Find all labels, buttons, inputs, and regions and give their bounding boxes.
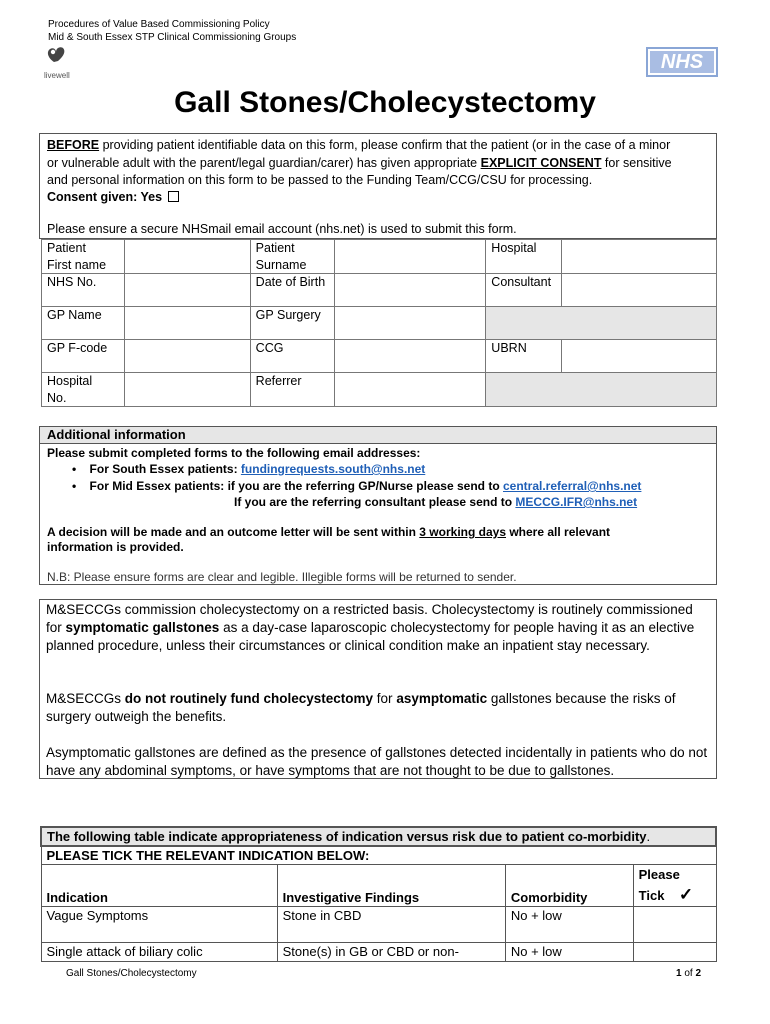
- footer-title: Gall Stones/Cholecystectomy: [66, 968, 197, 979]
- mid-essex-line: • For Mid Essex patients: if you are the referring GP/Nurse please send to central.referral@nhs.net: [72, 479, 642, 493]
- grey-cell: [486, 373, 717, 407]
- row2-comorbidity: No + low: [505, 943, 633, 962]
- gp-name-label: GP Name: [42, 307, 125, 340]
- dob-label: Date of Birth: [250, 274, 334, 307]
- mid-gp-email-link[interactable]: central.referral@nhs.net: [503, 479, 642, 493]
- gp-name-field[interactable]: [124, 307, 250, 340]
- consultant-field[interactable]: [562, 274, 717, 307]
- row1-findings: Stone in CBD: [277, 907, 505, 943]
- nhs-logo-text: NHS: [650, 51, 714, 73]
- consent-checkbox[interactable]: [168, 191, 179, 202]
- header-findings: Investigative Findings: [277, 865, 505, 907]
- page-title: Gall Stones/Cholecystectomy: [174, 86, 596, 119]
- hospital-no-label: Hospital No.: [42, 373, 125, 407]
- consent-line3: and personal information on this form to be passed to the Funding Team/CCG/CSU for processing.: [47, 173, 593, 187]
- row2-findings: Stone(s) in GB or CBD or non-: [277, 943, 505, 962]
- dob-field[interactable]: [334, 274, 486, 307]
- policy-header-line1: Procedures of Value Based Commissioning Policy: [48, 19, 270, 30]
- additional-info-heading: Additional information: [47, 427, 186, 442]
- policy-paragraph-3: Asymptomatic gallstones are defined as the presence of gallstones detected incidentally in patients who do not have any abdominal symptoms, or have symptoms that are not thought to be due to gallstones.: [46, 745, 708, 778]
- nhs-logo: [646, 47, 718, 77]
- decision-line1: A decision will be made and an outcome letter will be sent within 3 working days where all relevant: [47, 525, 611, 539]
- gp-fcode-field[interactable]: [124, 340, 250, 373]
- referrer-field[interactable]: [334, 373, 486, 407]
- south-email-link[interactable]: fundingrequests.south@nhs.net: [240, 462, 426, 476]
- ccg-label: CCG: [250, 340, 334, 373]
- policy-header-line2: Mid & South Essex STP Clinical Commissioning Groups: [48, 32, 297, 43]
- gp-surgery-field[interactable]: [334, 307, 486, 340]
- nhsmail-notice: Please ensure a secure NHSmail email account (nhs.net) is used to submit this form.: [47, 222, 517, 236]
- consent-line2: or vulnerable adult with the parent/legal guardian/carer) has given appropriate EXPLICIT CONSENT for sensitive: [47, 156, 672, 170]
- header-indication: Indication: [41, 865, 277, 907]
- gp-fcode-label: GP F-code: [42, 340, 125, 373]
- patient-details-table: [41, 239, 717, 407]
- mid-consultant-email-link[interactable]: MECCG.IFR@nhs.net: [515, 495, 638, 509]
- livewell-logo: [44, 44, 80, 78]
- row1-indication: Vague Symptoms: [41, 907, 277, 943]
- referrer-label: Referrer: [250, 373, 334, 407]
- submit-instruction: Please submit completed forms to the following email addresses:: [47, 446, 421, 460]
- row1-comorbidity: No + low: [505, 907, 633, 943]
- hospital-label: Hospital: [486, 240, 562, 274]
- page-number: 1 of 2: [676, 968, 702, 979]
- tick-instruction: PLEASE TICK THE RELEVANT INDICATION BELOW:: [41, 846, 716, 865]
- south-essex-line: • For South Essex patients: fundingrequests.south@nhs.net: [72, 462, 426, 476]
- decision-line2: information is provided.: [47, 540, 184, 554]
- row2-tick-cell[interactable]: [633, 943, 716, 962]
- hospital-field[interactable]: [562, 240, 717, 274]
- surname-label: Patient Surname: [250, 240, 334, 274]
- consultant-line: If you are the referring consultant please send to MECCG.IFR@nhs.net: [234, 495, 638, 509]
- gp-surgery-label: GP Surgery: [250, 307, 334, 340]
- consent-given: Consent given: Yes: [47, 189, 179, 206]
- policy-paragraph-1: M&SECCGs commission cholecystectomy on a restricted basis. Cholecystectomy is routinely commissioned for symptomatic gallstones as a day‐case laparoscopic cholecystectomy for people having it as an elective planned procedure, unless their circumstances or clinical condition make an inpatient stay necessary.: [46, 602, 695, 653]
- header-tick: Please Tick ✓: [633, 865, 716, 907]
- ubrn-field[interactable]: [562, 340, 717, 373]
- ubrn-label: UBRN: [486, 340, 562, 373]
- hospital-no-field[interactable]: [124, 373, 250, 407]
- header-comorbidity: Comorbidity: [505, 865, 633, 907]
- policy-paragraph-2: M&SECCGs do not routinely fund cholecystectomy for asymptomatic gallstones because the risks of surgery outweigh the benefits.: [46, 691, 676, 724]
- nhs-no-field[interactable]: [124, 274, 250, 307]
- indication-intro: The following table indicate appropriateness of indication versus risk due to patient co-morbidity.: [41, 827, 716, 846]
- row1-tick-cell[interactable]: [633, 907, 716, 943]
- consultant-label: Consultant: [486, 274, 562, 307]
- first-name-field[interactable]: [124, 240, 250, 274]
- surname-field[interactable]: [334, 240, 486, 274]
- ccg-field[interactable]: [334, 340, 486, 373]
- grey-cell: [486, 307, 717, 340]
- legibility-note: N.B: Please ensure forms are clear and legible. Illegible forms will be returned to sender.: [47, 570, 517, 584]
- indication-table: [40, 826, 717, 962]
- row2-indication: Single attack of biliary colic: [41, 943, 277, 962]
- livewell-logo-text: livewell: [44, 71, 70, 80]
- first-name-label: Patient First name: [42, 240, 125, 274]
- consent-line1: BEFORE providing patient identifiable data on this form, please confirm that the patient (or in the case of a minor: [47, 138, 671, 152]
- nhs-no-label: NHS No.: [42, 274, 125, 307]
- tick-icon: ✓: [678, 885, 694, 904]
